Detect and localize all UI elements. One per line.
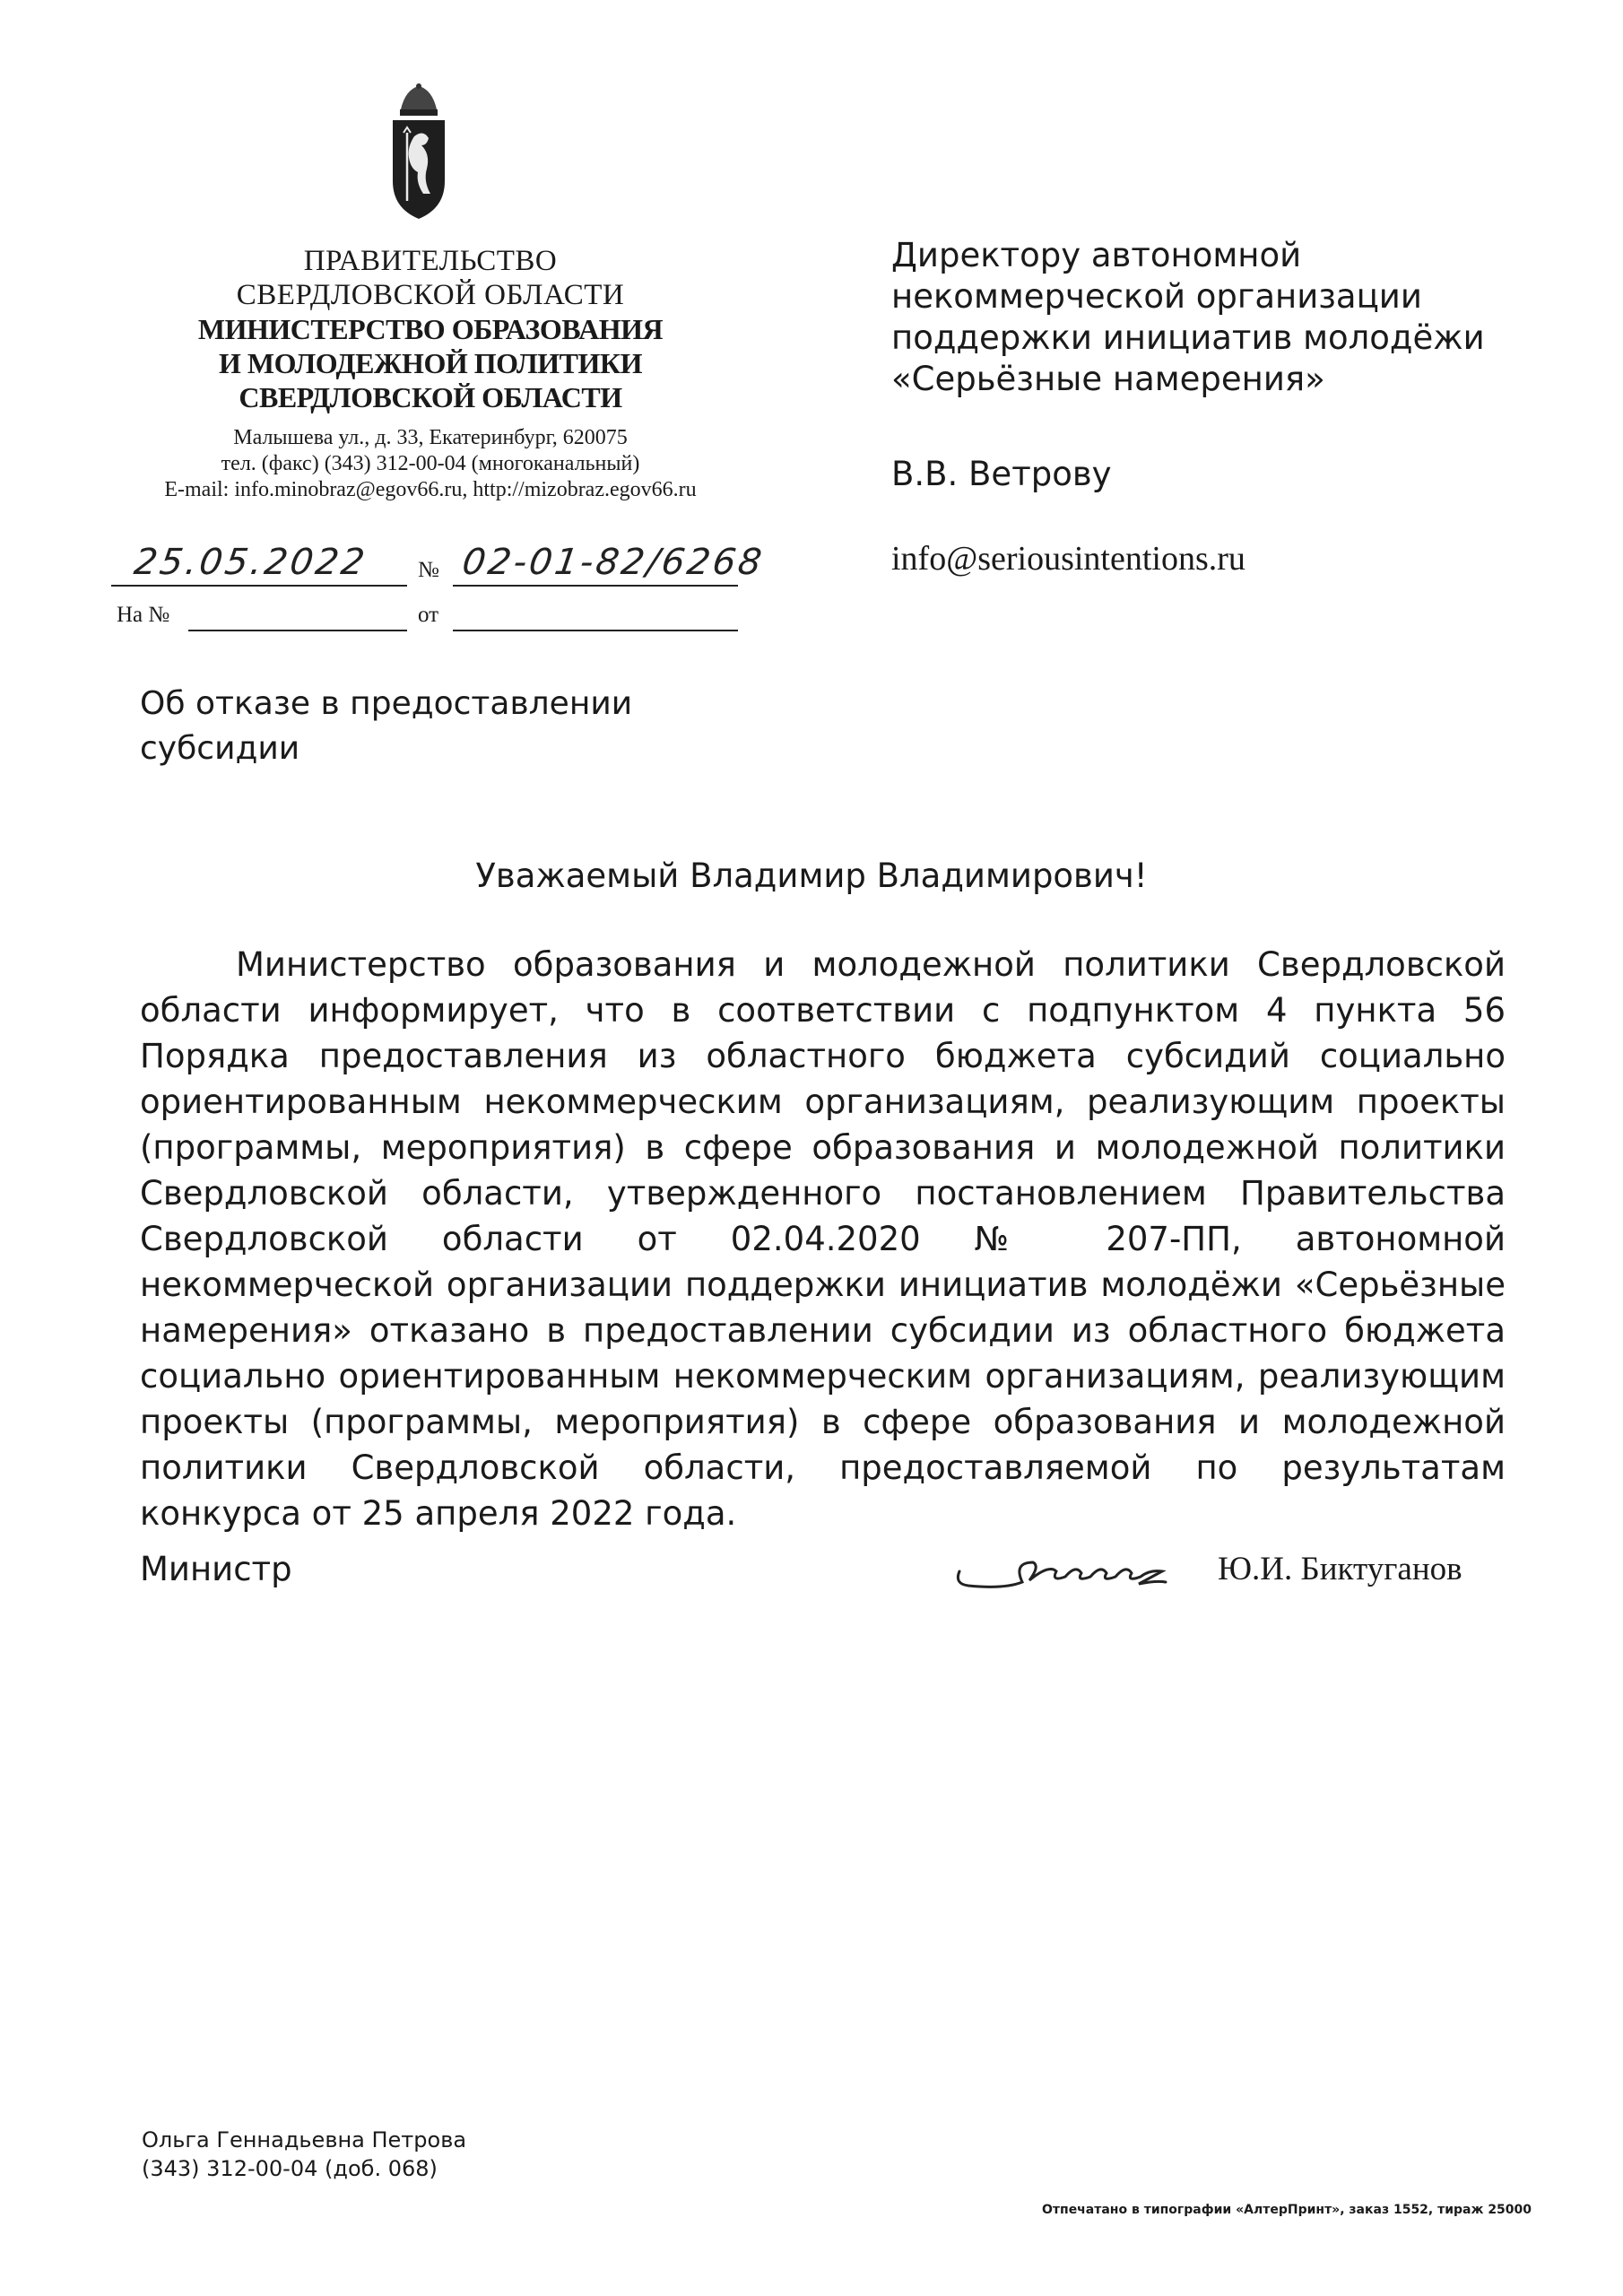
date-underline bbox=[111, 585, 407, 587]
registration-number: 02-01-82/6268 bbox=[459, 542, 768, 583]
addressee-line3: поддержки инициатив молодёжи bbox=[891, 318, 1485, 357]
ministry-email: E-mail: info.minobraz@egov66.ru, http://mizobraz.egov66.ru bbox=[164, 478, 697, 501]
registration-date: 25.05.2022 bbox=[131, 542, 370, 583]
government-region: СВЕРДЛОВСКОЙ ОБЛАСТИ bbox=[236, 279, 625, 311]
government-title: ПРАВИТЕЛЬСТВО bbox=[303, 245, 558, 277]
addressee-line1: Директору автономной bbox=[891, 236, 1302, 274]
number-label: № bbox=[418, 558, 439, 582]
letter-subject: Об отказе в предоставлении субсидии bbox=[140, 685, 633, 767]
addressee-name: В.В. Ветрову bbox=[891, 455, 1112, 493]
print-note: Отпечатано в типографии «АлтерПринт», заказ 1552, тираж 25000 bbox=[1042, 2203, 1532, 2217]
addressee-line4: «Серьёзные намерения» bbox=[891, 360, 1325, 398]
from-label: от bbox=[418, 603, 439, 627]
reply-to-underline bbox=[188, 630, 407, 631]
reply-to-label: На № bbox=[117, 603, 170, 627]
salutation: Уважаемый Владимир Владимирович! bbox=[475, 857, 1148, 895]
addressee-line2: некоммерческой организации bbox=[891, 277, 1422, 316]
ministry-title-line1: МИНИСТЕРСТВО ОБРАЗОВАНИЯ bbox=[197, 313, 664, 345]
executor-phone: (343) 312-00-04 (доб. 068) bbox=[142, 2156, 438, 2181]
from-underline bbox=[453, 630, 738, 631]
ministry-address: Малышева ул., д. 33, Екатеринбург, 620075 bbox=[233, 426, 628, 449]
executor-name: Ольга Геннадьевна Петрова bbox=[142, 2127, 467, 2152]
ministry-title-line2: И МОЛОДЕЖНОЙ ПОЛИТИКИ bbox=[219, 347, 642, 379]
ministry-phone: тел. (факс) (343) 312-00-04 (многоканальный) bbox=[221, 452, 640, 475]
number-underline bbox=[453, 585, 738, 587]
signatory-position: Министр bbox=[140, 1550, 292, 1588]
ministry-title-line3: СВЕРДЛОВСКОЙ ОБЛАСТИ bbox=[239, 381, 622, 413]
coat-of-arms-icon bbox=[387, 83, 450, 226]
signatory-name: Ю.И. Биктуганов bbox=[1218, 1551, 1462, 1587]
body-paragraph: Министерство образования и молодежной политики Свердловской области информирует, что в соответствии с подпунктом 4 пункта 56 Порядка предоставления из областного бюджета субсидий социально ориентированным некоммерческим организациям, реализующим проекты (программы, мероприятия) в сфере образования и молодежной политики Свердловской области, утвержденного постановлением Правительства Свердловской области от 02.04.2020 № 207-ПП, автономной некоммерческой организации поддержки инициатив молодёжи «Серьёзные намерения» отказано в предоставлении субсидии из областного бюджета социально ориентированным некоммерческим организациям, реализующим проекты (программы, мероприятия) в сфере образования и молодежной политики Свердловской области, предоставляемой по результатам конкурса от 25 апреля 2022 года. bbox=[140, 945, 1506, 1533]
addressee-email: info@seriousintentions.ru bbox=[891, 540, 1245, 578]
handwritten-signature bbox=[950, 1544, 1202, 1600]
